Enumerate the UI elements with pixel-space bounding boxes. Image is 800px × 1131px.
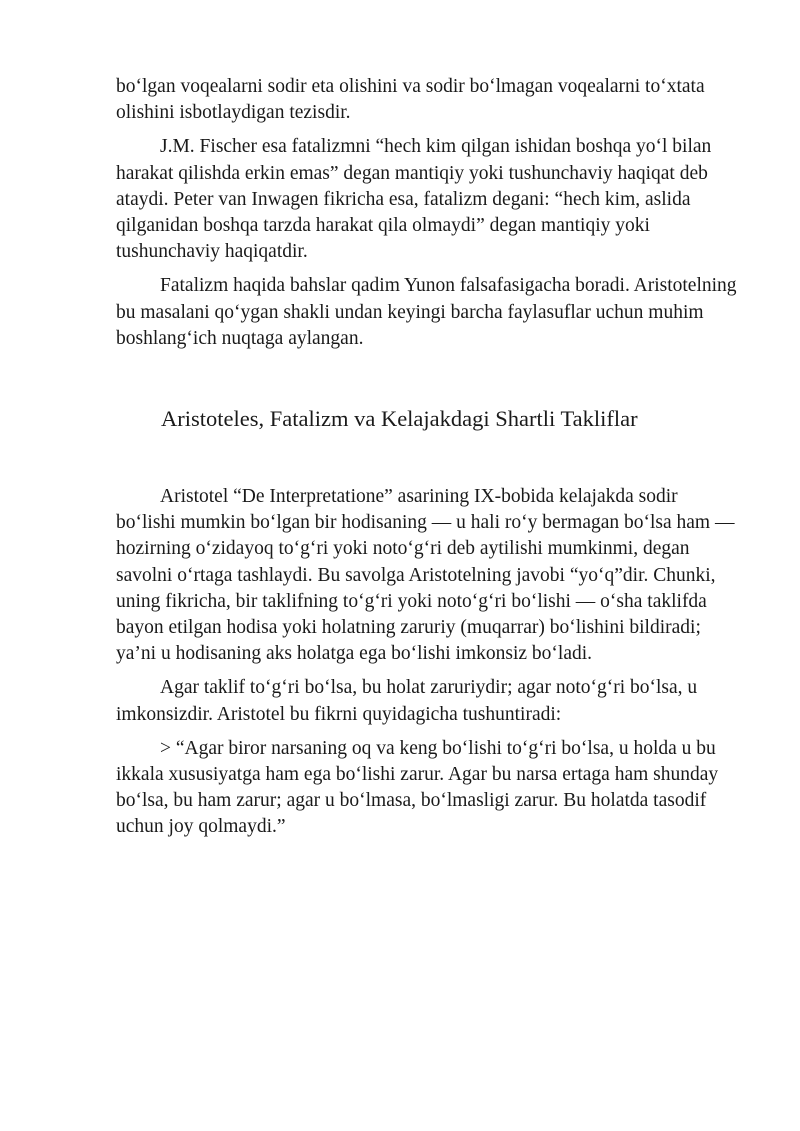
- paragraph-de-interpretatione: Aristotel “De Interpretatione” asarining IX-bobida kelajakda sodir bo‘lishi mumkin bo‘lgan bir hodisaning — u hali ro‘y bermagan bo‘lsa ham — hozirning o‘zidayoq to‘g‘ri yoki noto‘g‘ri deb aytilishi mumkinmi, degan savolni o‘rtaga tashlaydi. Bu savolga Aristotelning javobi “yo‘q”dir. Chunki, uning fikricha, bir taklifning to‘g‘ri yoki noto‘g‘ri bo‘lishi — o‘sha taklifda bayon etilgan hodisa yoki holatning zaruriy (muqarrar) bo‘lishini bildiradi; ya’ni u hodisaning aks holatga ega bo‘lishi imkonsiz bo‘ladi.: [116, 486, 735, 665]
- paragraph-fischer-inwagen: J.M. Fischer esa fatalizmni “hech kim qilgan ishidan boshqa yo‘l bilan harakat qilishda erkin emas” degan mantiqiy yoki tushunchaviy haqiqat deb ataydi. Peter van Inwagen fikricha esa, fatalizm degani: “hech kim, aslida qilganidan boshqa tarzda harakat qila olmaydi” degan mantiqiy yoki tushunchaviy haqiqatdir.: [116, 136, 712, 263]
- section-heading: Aristoteles, Fatalizm va Kelajakdagi Shartli Takliflar: [161, 406, 638, 432]
- paragraph-necessity: Agar taklif to‘g‘ri bo‘lsa, bu holat zaruriydir; agar noto‘g‘ri bo‘lsa, u imkonsizdir. Aristotel bu fikrni quyidagicha tushuntiradi:: [116, 677, 698, 725]
- document-page: [116, 74, 742, 841]
- paragraph-greek-origins: Fatalizm haqida bahslar qadim Yunon falsafasigacha boradi. Aristotelning bu masalani qo‘ygan shakli undan keyingi barcha faylasuflar uchun muhim boshlang‘ich nuqtaga aylangan.: [116, 275, 737, 349]
- paragraph-continuation: bo‘lgan voqealarni sodir eta olishini va sodir bo‘lmagan voqealarni to‘xtata olishini isbotlaydigan tezisdir.: [116, 76, 705, 124]
- paragraph-quotation: > “Agar biror narsaning oq va keng bo‘lishi to‘g‘ri bo‘lsa, u holda u bu ikkala xususiyatga ham ega bo‘lishi zarur. Agar bu narsa ertaga ham shunday bo‘lsa, bu ham zarur; agar u bo‘lmasa, bo‘lmasligi zarur. Bu holatda tasodif uchun joy qolmaydi.”: [116, 737, 719, 838]
